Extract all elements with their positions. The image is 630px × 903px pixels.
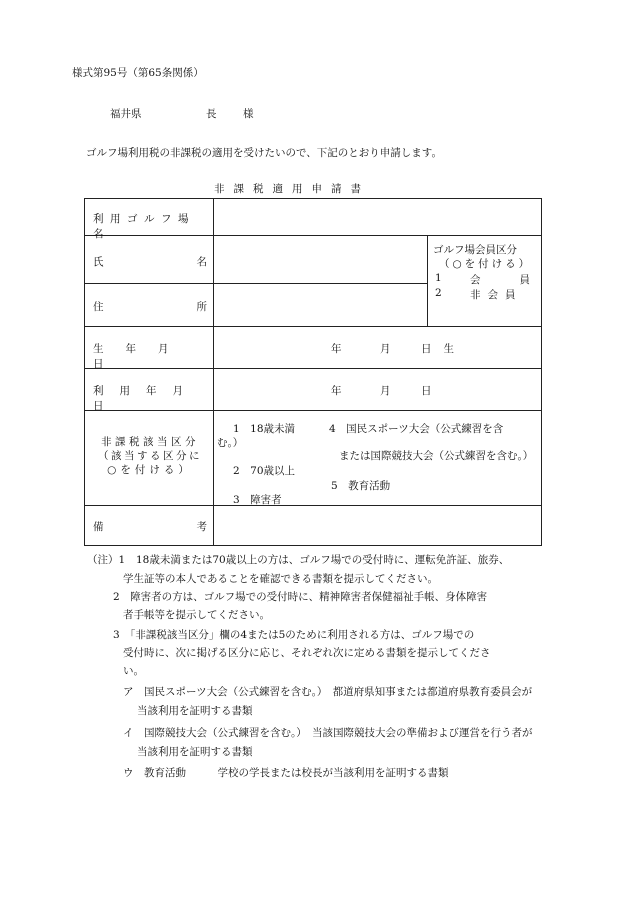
note-u-line1: ウ 教育活動 学校の学長または校長が当該利用を証明する書類	[123, 767, 449, 779]
addressee-prefecture: 福井県	[110, 108, 142, 120]
form-title: 非課税適用申請書	[214, 183, 370, 195]
category-opt3[interactable]: 3 障害者	[233, 494, 282, 506]
address-field[interactable]	[215, 285, 425, 324]
label-birth-date: 生年月日	[93, 343, 191, 370]
addressee-suffix: 長 様	[206, 108, 262, 120]
note2-line2: 者手帳等を提示してください。	[123, 609, 270, 621]
label-category-line1: 非課税該当区分	[101, 436, 199, 448]
label-category-line2: （該当する区分に	[98, 450, 202, 462]
note-a-line2: 当該利用を証明する書類	[137, 705, 253, 717]
note-i-line1: イ 国際競技大会（公式練習を含む。） 当該国際競技大会の準備および運営を行う者が	[123, 727, 533, 739]
category-opt5[interactable]: 5 教育活動	[331, 480, 391, 492]
category-opt4[interactable]: 4 国民スポーツ大会（公式練習を含	[329, 423, 504, 435]
membership-subtitle: （○を付ける）	[439, 258, 533, 270]
note3-line1: 3 「非課税該当区分」欄の4または5のために利用される方は、ゴルフ場での	[113, 629, 475, 641]
label-use-date: 利用年月日	[93, 385, 199, 412]
birth-year-unit: 年	[331, 343, 342, 355]
note3-line2: 受付時に、次に掲げる区分に応じ、それぞれ次に定める書類を提示してくださ	[123, 647, 491, 659]
label-name: 氏 名	[93, 256, 207, 268]
remarks-field[interactable]	[215, 507, 539, 543]
name-field[interactable]	[215, 237, 425, 281]
note1-line1: 18歳未満または70歳以上の方は、ゴルフ場での受付時に、運転免許証、旅券、	[136, 554, 510, 566]
note-i-line2: 当該利用を証明する書類	[137, 746, 253, 758]
application-table	[84, 198, 542, 546]
form-number: 様式第95号（第65条関係）	[72, 67, 204, 79]
label-golf-course: 利用ゴルフ場名	[93, 213, 195, 240]
membership-opt2-num[interactable]: 2	[435, 287, 442, 299]
membership-opt1-num[interactable]: 1	[435, 272, 442, 284]
birth-month-unit: 月	[380, 343, 391, 355]
label-address: 住 所	[93, 301, 207, 313]
category-opt2[interactable]: 2 70歳以上	[233, 465, 296, 477]
category-opt1[interactable]: 1 18歳未満	[233, 423, 296, 435]
category-opt4-cont: または国際競技大会（公式練習を含む。）	[339, 450, 534, 462]
birth-day-unit: 日生	[421, 343, 466, 355]
use-day-unit: 日	[421, 385, 432, 397]
membership-title: ゴルフ場会員区分	[433, 244, 517, 256]
label-remarks: 備 考	[93, 521, 207, 533]
use-year-unit: 年	[331, 385, 342, 397]
membership-opt1-label[interactable]: 会 員	[470, 274, 536, 286]
category-opt1-cont: む。）	[217, 437, 244, 449]
note-a-line1: ア 国民スポーツ大会（公式練習を含む。） 都道府県知事または都道府県教育委員会が	[123, 686, 533, 698]
note1-line2: 学生証等の本人であることを確認できる書類を提示してください。	[123, 573, 438, 585]
label-category-line3: ○を付ける）	[107, 464, 193, 476]
use-month-unit: 月	[380, 385, 391, 397]
note3-line3: い。	[123, 665, 144, 677]
intro-text: ゴルフ場利用税の非課税の適用を受けたいので、下記のとおり申請します。	[86, 147, 442, 159]
membership-opt2-label[interactable]: 非会員	[470, 289, 523, 301]
note2-line1: 2 障害者の方は、ゴルフ場での受付時に、精神障害者保健福祉手帳、身体障害	[113, 591, 488, 603]
golf-course-field[interactable]	[215, 201, 539, 233]
note-prefix: （注）1	[87, 554, 126, 566]
